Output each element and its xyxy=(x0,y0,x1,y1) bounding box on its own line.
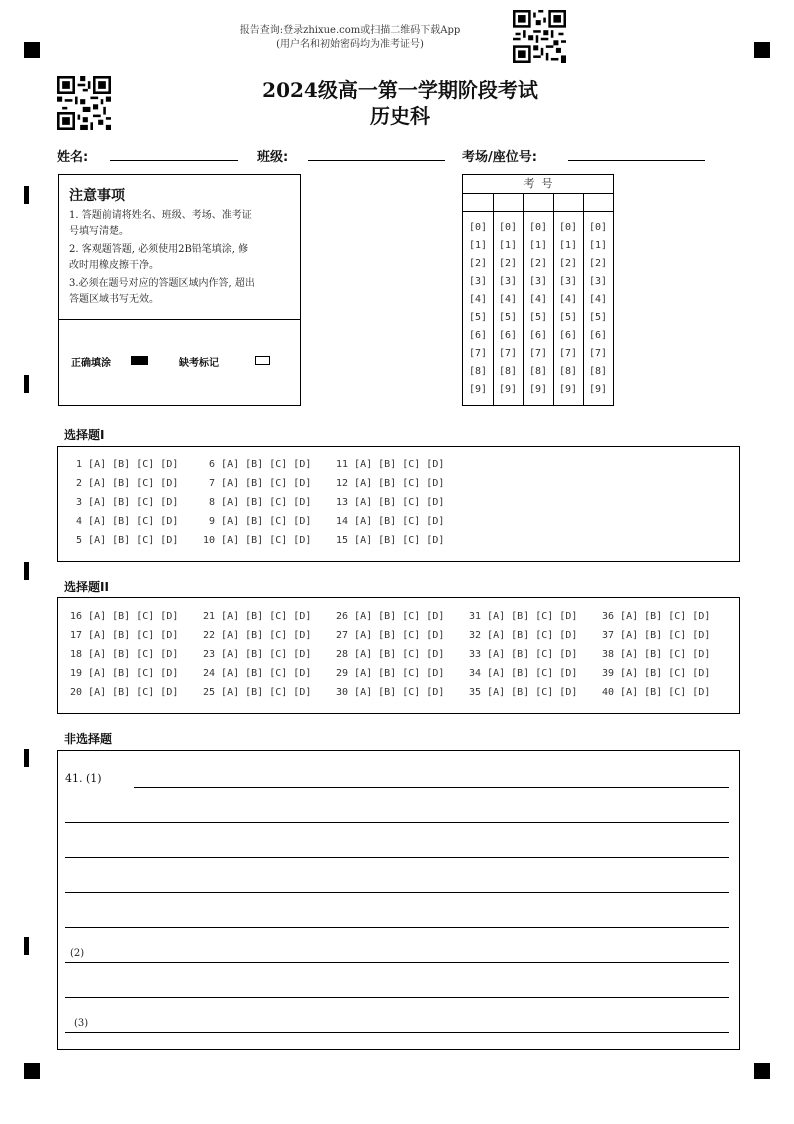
choice-question-bubbles[interactable]: 13 [A] [B] [C] [D] xyxy=(336,497,445,508)
nonchoice-title: 非选择题 xyxy=(64,732,113,746)
exam-id-bubble[interactable]: [0] xyxy=(498,222,518,233)
choice-question-bubbles[interactable]: 7 [A] [B] [C] [D] xyxy=(203,478,312,489)
exam-id-bubble[interactable]: [9] xyxy=(468,384,488,395)
exam-id-column xyxy=(553,219,583,399)
choice-question-bubbles[interactable]: 11 [A] [B] [C] [D] xyxy=(336,459,445,470)
notice-line: 答题区域书写无效。 xyxy=(69,294,159,305)
choice1-title: 选择题I xyxy=(64,428,105,442)
registration-mark-top-right xyxy=(754,42,770,58)
name-label: 姓名: xyxy=(57,150,89,165)
choice-question-bubbles[interactable]: 15 [A] [B] [C] [D] xyxy=(336,535,445,546)
exam-id-bubble[interactable]: [0] xyxy=(558,222,578,233)
exam-id-bubble[interactable]: [7] xyxy=(558,348,578,359)
exam-id-bubble[interactable]: [4] xyxy=(558,294,578,305)
exam-id-column xyxy=(463,219,493,399)
question-41-part3-label: (3) xyxy=(74,1018,89,1029)
exam-id-bubble[interactable]: [5] xyxy=(588,312,608,323)
choice-question-bubbles[interactable]: 39 [A] [B] [C] [D] xyxy=(602,668,711,679)
choice-question-bubbles[interactable]: 40 [A] [B] [C] [D] xyxy=(602,687,711,698)
exam-id-bubble[interactable]: [6] xyxy=(558,330,578,341)
exam-id-bubble[interactable]: [3] xyxy=(588,276,608,287)
choice-question-bubbles[interactable]: 6 [A] [B] [C] [D] xyxy=(203,459,312,470)
exam-id-bubble[interactable]: [8] xyxy=(588,366,608,377)
exam-id-bubble[interactable]: [2] xyxy=(528,258,548,269)
choice-question-bubbles[interactable]: 23 [A] [B] [C] [D] xyxy=(203,649,312,660)
correct-fill-sample xyxy=(131,356,148,365)
choice-question-bubbles[interactable]: 3 [A] [B] [C] [D] xyxy=(70,497,179,508)
exam-id-bubble[interactable]: [4] xyxy=(468,294,488,305)
choice-question-bubbles[interactable]: 29 [A] [B] [C] [D] xyxy=(336,668,445,679)
timing-mark-2 xyxy=(24,375,29,393)
choice-question-bubbles[interactable]: 10 [A] [B] [C] [D] xyxy=(203,535,312,546)
exam-id-column xyxy=(493,219,523,399)
exam-title: 2024级高一第一学期阶段考试 xyxy=(262,78,538,102)
choice-question-bubbles[interactable]: 27 [A] [B] [C] [D] xyxy=(336,630,445,641)
exam-id-bubble[interactable]: [5] xyxy=(558,312,578,323)
choice-question-bubbles[interactable]: 34 [A] [B] [C] [D] xyxy=(469,668,578,679)
answer-line[interactable] xyxy=(134,787,729,788)
choice-question-bubbles[interactable]: 33 [A] [B] [C] [D] xyxy=(469,649,578,660)
timing-mark-3 xyxy=(24,562,29,580)
exam-id-bubble[interactable]: [5] xyxy=(528,312,548,323)
choice-question-bubbles[interactable]: 21 [A] [B] [C] [D] xyxy=(203,611,312,622)
nonchoice-box xyxy=(57,750,740,1050)
exam-id-bubble[interactable]: [7] xyxy=(498,348,518,359)
notice-line: 1. 答题前请将姓名、班级、考场、准考证 xyxy=(69,210,252,221)
exam-id-bubble[interactable]: [1] xyxy=(528,240,548,251)
class-label: 班级: xyxy=(257,150,289,165)
exam-id-bubble[interactable]: [3] xyxy=(468,276,488,287)
choice-question-bubbles[interactable]: 19 [A] [B] [C] [D] xyxy=(70,668,179,679)
exam-id-bubble[interactable]: [7] xyxy=(588,348,608,359)
answer-line[interactable] xyxy=(65,927,729,928)
exam-id-bubble[interactable]: [8] xyxy=(498,366,518,377)
answer-line[interactable] xyxy=(65,997,729,998)
exam-id-bubble[interactable]: [6] xyxy=(468,330,488,341)
registration-mark-bottom-right xyxy=(754,1063,770,1079)
question-41-part2-label: (2) xyxy=(70,948,85,959)
exam-id-bubble[interactable]: [8] xyxy=(528,366,548,377)
exam-id-bubble[interactable]: [8] xyxy=(558,366,578,377)
exam-id-bubble[interactable]: [1] xyxy=(468,240,488,251)
timing-mark-1 xyxy=(24,186,29,204)
choice-question-bubbles[interactable]: 38 [A] [B] [C] [D] xyxy=(602,649,711,660)
notice-line: 改时用橡皮擦干净。 xyxy=(69,260,159,271)
choice-question-bubbles[interactable]: 25 [A] [B] [C] [D] xyxy=(203,687,312,698)
question-41-label: 41. (1) xyxy=(65,772,102,785)
seat-field[interactable] xyxy=(568,160,705,161)
choice-question-bubbles[interactable]: 28 [A] [B] [C] [D] xyxy=(336,649,445,660)
exam-id-bubble[interactable]: [6] xyxy=(498,330,518,341)
timing-mark-5 xyxy=(24,937,29,955)
choice-question-bubbles[interactable]: 26 [A] [B] [C] [D] xyxy=(336,611,445,622)
timing-mark-4 xyxy=(24,749,29,767)
answer-line[interactable] xyxy=(65,857,729,858)
exam-id-bubble[interactable]: [7] xyxy=(528,348,548,359)
notice-box xyxy=(58,174,301,406)
absent-mark-label: 缺考标记 xyxy=(179,358,219,369)
choice-question-bubbles[interactable]: 22 [A] [B] [C] [D] xyxy=(203,630,312,641)
answer-line[interactable] xyxy=(65,892,729,893)
exam-id-header: 考 号 xyxy=(523,177,553,190)
choice-question-bubbles[interactable]: 4 [A] [B] [C] [D] xyxy=(70,516,179,527)
choice-question-bubbles[interactable]: 16 [A] [B] [C] [D] xyxy=(70,611,179,622)
exam-subject: 历史科 xyxy=(370,104,430,128)
answer-line[interactable] xyxy=(65,1032,729,1033)
exam-id-bubble[interactable]: [3] xyxy=(528,276,548,287)
choice1-box xyxy=(57,446,740,562)
exam-id-bubble[interactable]: [2] xyxy=(468,258,488,269)
exam-id-bubble[interactable]: [9] xyxy=(558,384,578,395)
answer-line[interactable] xyxy=(65,962,729,963)
name-field[interactable] xyxy=(110,160,238,161)
exam-id-column xyxy=(523,219,553,399)
registration-mark-bottom-left xyxy=(24,1063,40,1079)
exam-id-bubble[interactable]: [4] xyxy=(588,294,608,305)
report-query-note: 报告查询:登录zhixue.com或扫描二维码下载App xyxy=(239,25,461,36)
exam-id-bubble[interactable]: [2] xyxy=(558,258,578,269)
exam-id-bubble[interactable]: [6] xyxy=(588,330,608,341)
exam-id-bubble[interactable]: [1] xyxy=(498,240,518,251)
exam-id-bubble[interactable]: [8] xyxy=(468,366,488,377)
choice-question-bubbles[interactable]: 5 [A] [B] [C] [D] xyxy=(70,535,179,546)
choice-question-bubbles[interactable]: 12 [A] [B] [C] [D] xyxy=(336,478,445,489)
registration-mark-top-left xyxy=(24,42,40,58)
choice-question-bubbles[interactable]: 20 [A] [B] [C] [D] xyxy=(70,687,179,698)
choice2-title: 选择题II xyxy=(64,580,109,594)
notice-line: 号填写清楚。 xyxy=(69,226,129,237)
exam-id-bubble[interactable]: [0] xyxy=(528,222,548,233)
exam-id-bubble[interactable]: [2] xyxy=(588,258,608,269)
answer-line[interactable] xyxy=(65,822,729,823)
exam-id-bubble[interactable]: [5] xyxy=(468,312,488,323)
exam-id-grid xyxy=(462,174,614,406)
choice-question-bubbles[interactable]: 8 [A] [B] [C] [D] xyxy=(203,497,312,508)
exam-id-bubble[interactable]: [7] xyxy=(468,348,488,359)
choice2-box xyxy=(57,597,740,714)
choice-question-bubbles[interactable]: 17 [A] [B] [C] [D] xyxy=(70,630,179,641)
exam-id-column xyxy=(583,219,613,399)
notice-divider xyxy=(59,319,300,320)
choice-question-bubbles[interactable]: 18 [A] [B] [C] [D] xyxy=(70,649,179,660)
exam-id-write-divider xyxy=(463,211,613,212)
choice-question-bubbles[interactable]: 1 [A] [B] [C] [D] xyxy=(70,459,179,470)
exam-id-bubble[interactable]: [9] xyxy=(498,384,518,395)
choice-question-bubbles[interactable]: 31 [A] [B] [C] [D] xyxy=(469,611,578,622)
choice-question-bubbles[interactable]: 35 [A] [B] [C] [D] xyxy=(469,687,578,698)
exam-id-bubble[interactable]: [3] xyxy=(558,276,578,287)
exam-id-bubble[interactable]: [2] xyxy=(498,258,518,269)
exam-id-bubble[interactable]: [1] xyxy=(558,240,578,251)
notice-line: 2. 客观题答题, 必须使用2B铅笔填涂, 修 xyxy=(69,244,249,255)
choice-question-bubbles[interactable]: 32 [A] [B] [C] [D] xyxy=(469,630,578,641)
exam-id-bubble[interactable]: [4] xyxy=(498,294,518,305)
exam-id-bubble[interactable]: [6] xyxy=(528,330,548,341)
exam-id-bubble[interactable]: [9] xyxy=(588,384,608,395)
exam-id-bubble[interactable]: [0] xyxy=(588,222,608,233)
exam-id-bubble[interactable]: [9] xyxy=(528,384,548,395)
choice-question-bubbles[interactable]: 30 [A] [B] [C] [D] xyxy=(336,687,445,698)
notice-title: 注意事项 xyxy=(69,188,125,204)
choice-question-bubbles[interactable]: 2 [A] [B] [C] [D] xyxy=(70,478,179,489)
choice-question-bubbles[interactable]: 14 [A] [B] [C] [D] xyxy=(336,516,445,527)
choice-question-bubbles[interactable]: 9 [A] [B] [C] [D] xyxy=(203,516,312,527)
exam-id-bubble[interactable]: [3] xyxy=(498,276,518,287)
class-field[interactable] xyxy=(308,160,445,161)
exam-id-bubble[interactable]: [1] xyxy=(588,240,608,251)
login-hint-note: (用户名和初始密码均为准考证号) xyxy=(276,39,424,50)
absent-mark-box[interactable] xyxy=(255,356,270,365)
exam-id-header-divider xyxy=(463,193,613,194)
exam-id-bubble[interactable]: [0] xyxy=(468,222,488,233)
qr-code-left xyxy=(57,76,111,130)
choice-question-bubbles[interactable]: 36 [A] [B] [C] [D] xyxy=(602,611,711,622)
choice-question-bubbles[interactable]: 24 [A] [B] [C] [D] xyxy=(203,668,312,679)
exam-id-bubble[interactable]: [5] xyxy=(498,312,518,323)
choice-question-bubbles[interactable]: 37 [A] [B] [C] [D] xyxy=(602,630,711,641)
exam-id-bubble[interactable]: [4] xyxy=(528,294,548,305)
seat-label: 考场/座位号: xyxy=(462,150,537,165)
correct-fill-label: 正确填涂 xyxy=(71,358,111,369)
qr-code-top xyxy=(513,10,566,63)
notice-line: 3.必须在题号对应的答题区域内作答, 超出 xyxy=(69,278,255,289)
